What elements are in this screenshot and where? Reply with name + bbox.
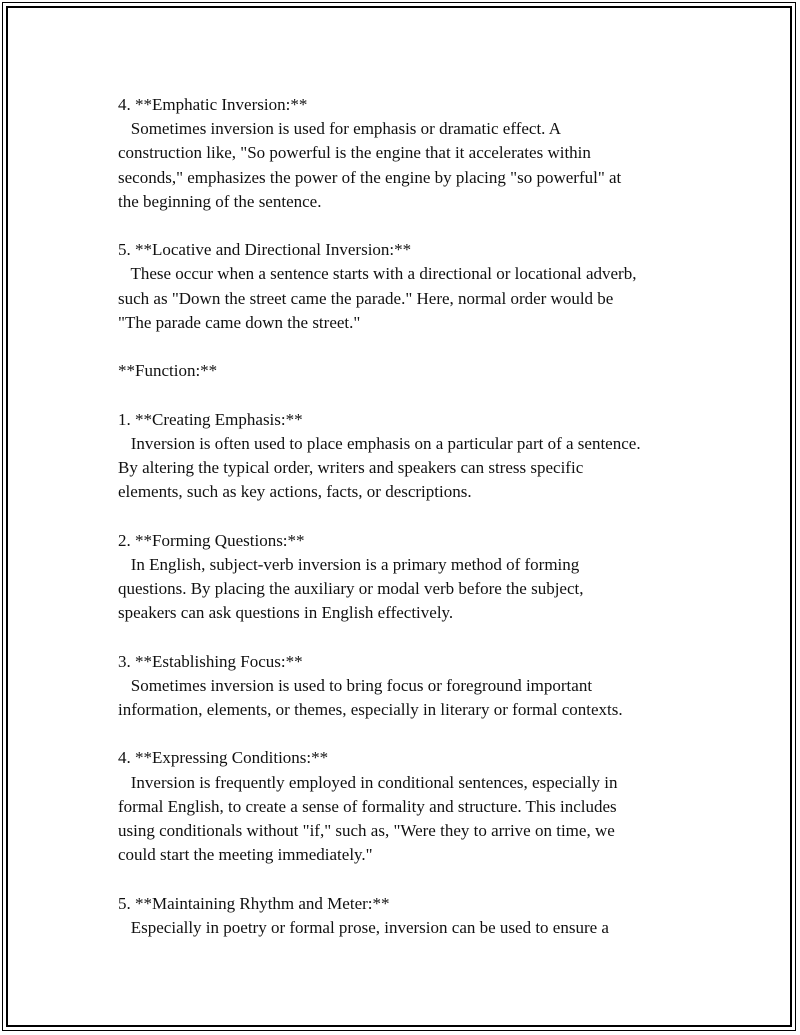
body-line: By altering the typical order, writers and speakers can stress specific bbox=[118, 458, 584, 477]
section-heading: 4. **Expressing Conditions:** bbox=[118, 748, 329, 768]
section-forming-questions bbox=[118, 529, 738, 626]
section-expressing-conditions bbox=[118, 746, 738, 867]
section-function-heading bbox=[118, 359, 738, 383]
body-line: Especially in poetry or formal prose, inversion can be used to ensure a bbox=[118, 917, 609, 937]
section-heading: 5. **Maintaining Rhythm and Meter:** bbox=[118, 893, 390, 913]
section-establishing-focus bbox=[118, 650, 738, 723]
body-line: the beginning of the sentence. bbox=[118, 191, 322, 211]
body-line: such as "Down the street came the parade." Here, normal order would be bbox=[118, 288, 614, 308]
section-locative-inversion bbox=[118, 238, 738, 335]
function-heading: **Function:** bbox=[118, 361, 218, 381]
body-line: In English, subject-verb inversion is a primary method of forming bbox=[118, 554, 580, 574]
body-line: could start the meeting immediately." bbox=[118, 845, 373, 865]
body-line: elements, such as key actions, facts, or descriptions. bbox=[118, 482, 472, 502]
section-heading: 1. **Creating Emphasis:** bbox=[118, 409, 303, 429]
document-body bbox=[118, 93, 738, 964]
body-line: information, elements, or themes, especially in literary or formal contexts. bbox=[118, 700, 623, 719]
section-heading: 3. **Establishing Focus:** bbox=[118, 651, 303, 671]
section-creating-emphasis bbox=[118, 408, 738, 505]
section-heading: 2. **Forming Questions:** bbox=[118, 530, 305, 550]
body-line: Sometimes inversion is used to bring focus or foreground important bbox=[118, 675, 593, 695]
body-line: These occur when a sentence starts with a directional or locational adverb, bbox=[118, 264, 637, 284]
body-line: speakers can ask questions in English effectively. bbox=[118, 603, 454, 623]
body-line: questions. By placing the auxiliary or modal verb before the subject, bbox=[118, 579, 584, 598]
section-emphatic-inversion bbox=[118, 93, 738, 214]
body-line: Sometimes inversion is used for emphasis or dramatic effect. A bbox=[118, 119, 562, 139]
body-line: "The parade came down the street." bbox=[118, 312, 361, 332]
body-line: construction like, "So powerful is the engine that it accelerates within bbox=[118, 143, 591, 163]
section-heading: 5. **Locative and Directional Inversion:** bbox=[118, 240, 412, 260]
body-line: Inversion is often used to place emphasis on a particular part of a sentence. bbox=[118, 433, 641, 453]
section-heading: 4. **Emphatic Inversion:** bbox=[118, 95, 308, 114]
body-line: using conditionals without "if," such as, "Were they to arrive on time, we bbox=[118, 821, 615, 840]
section-rhythm-meter bbox=[118, 892, 738, 940]
body-line: seconds," emphasizes the power of the engine by placing "so powerful" at bbox=[118, 167, 622, 187]
body-line: formal English, to create a sense of formality and structure. This includes bbox=[118, 796, 617, 816]
body-line: Inversion is frequently employed in conditional sentences, especially in bbox=[118, 772, 618, 792]
